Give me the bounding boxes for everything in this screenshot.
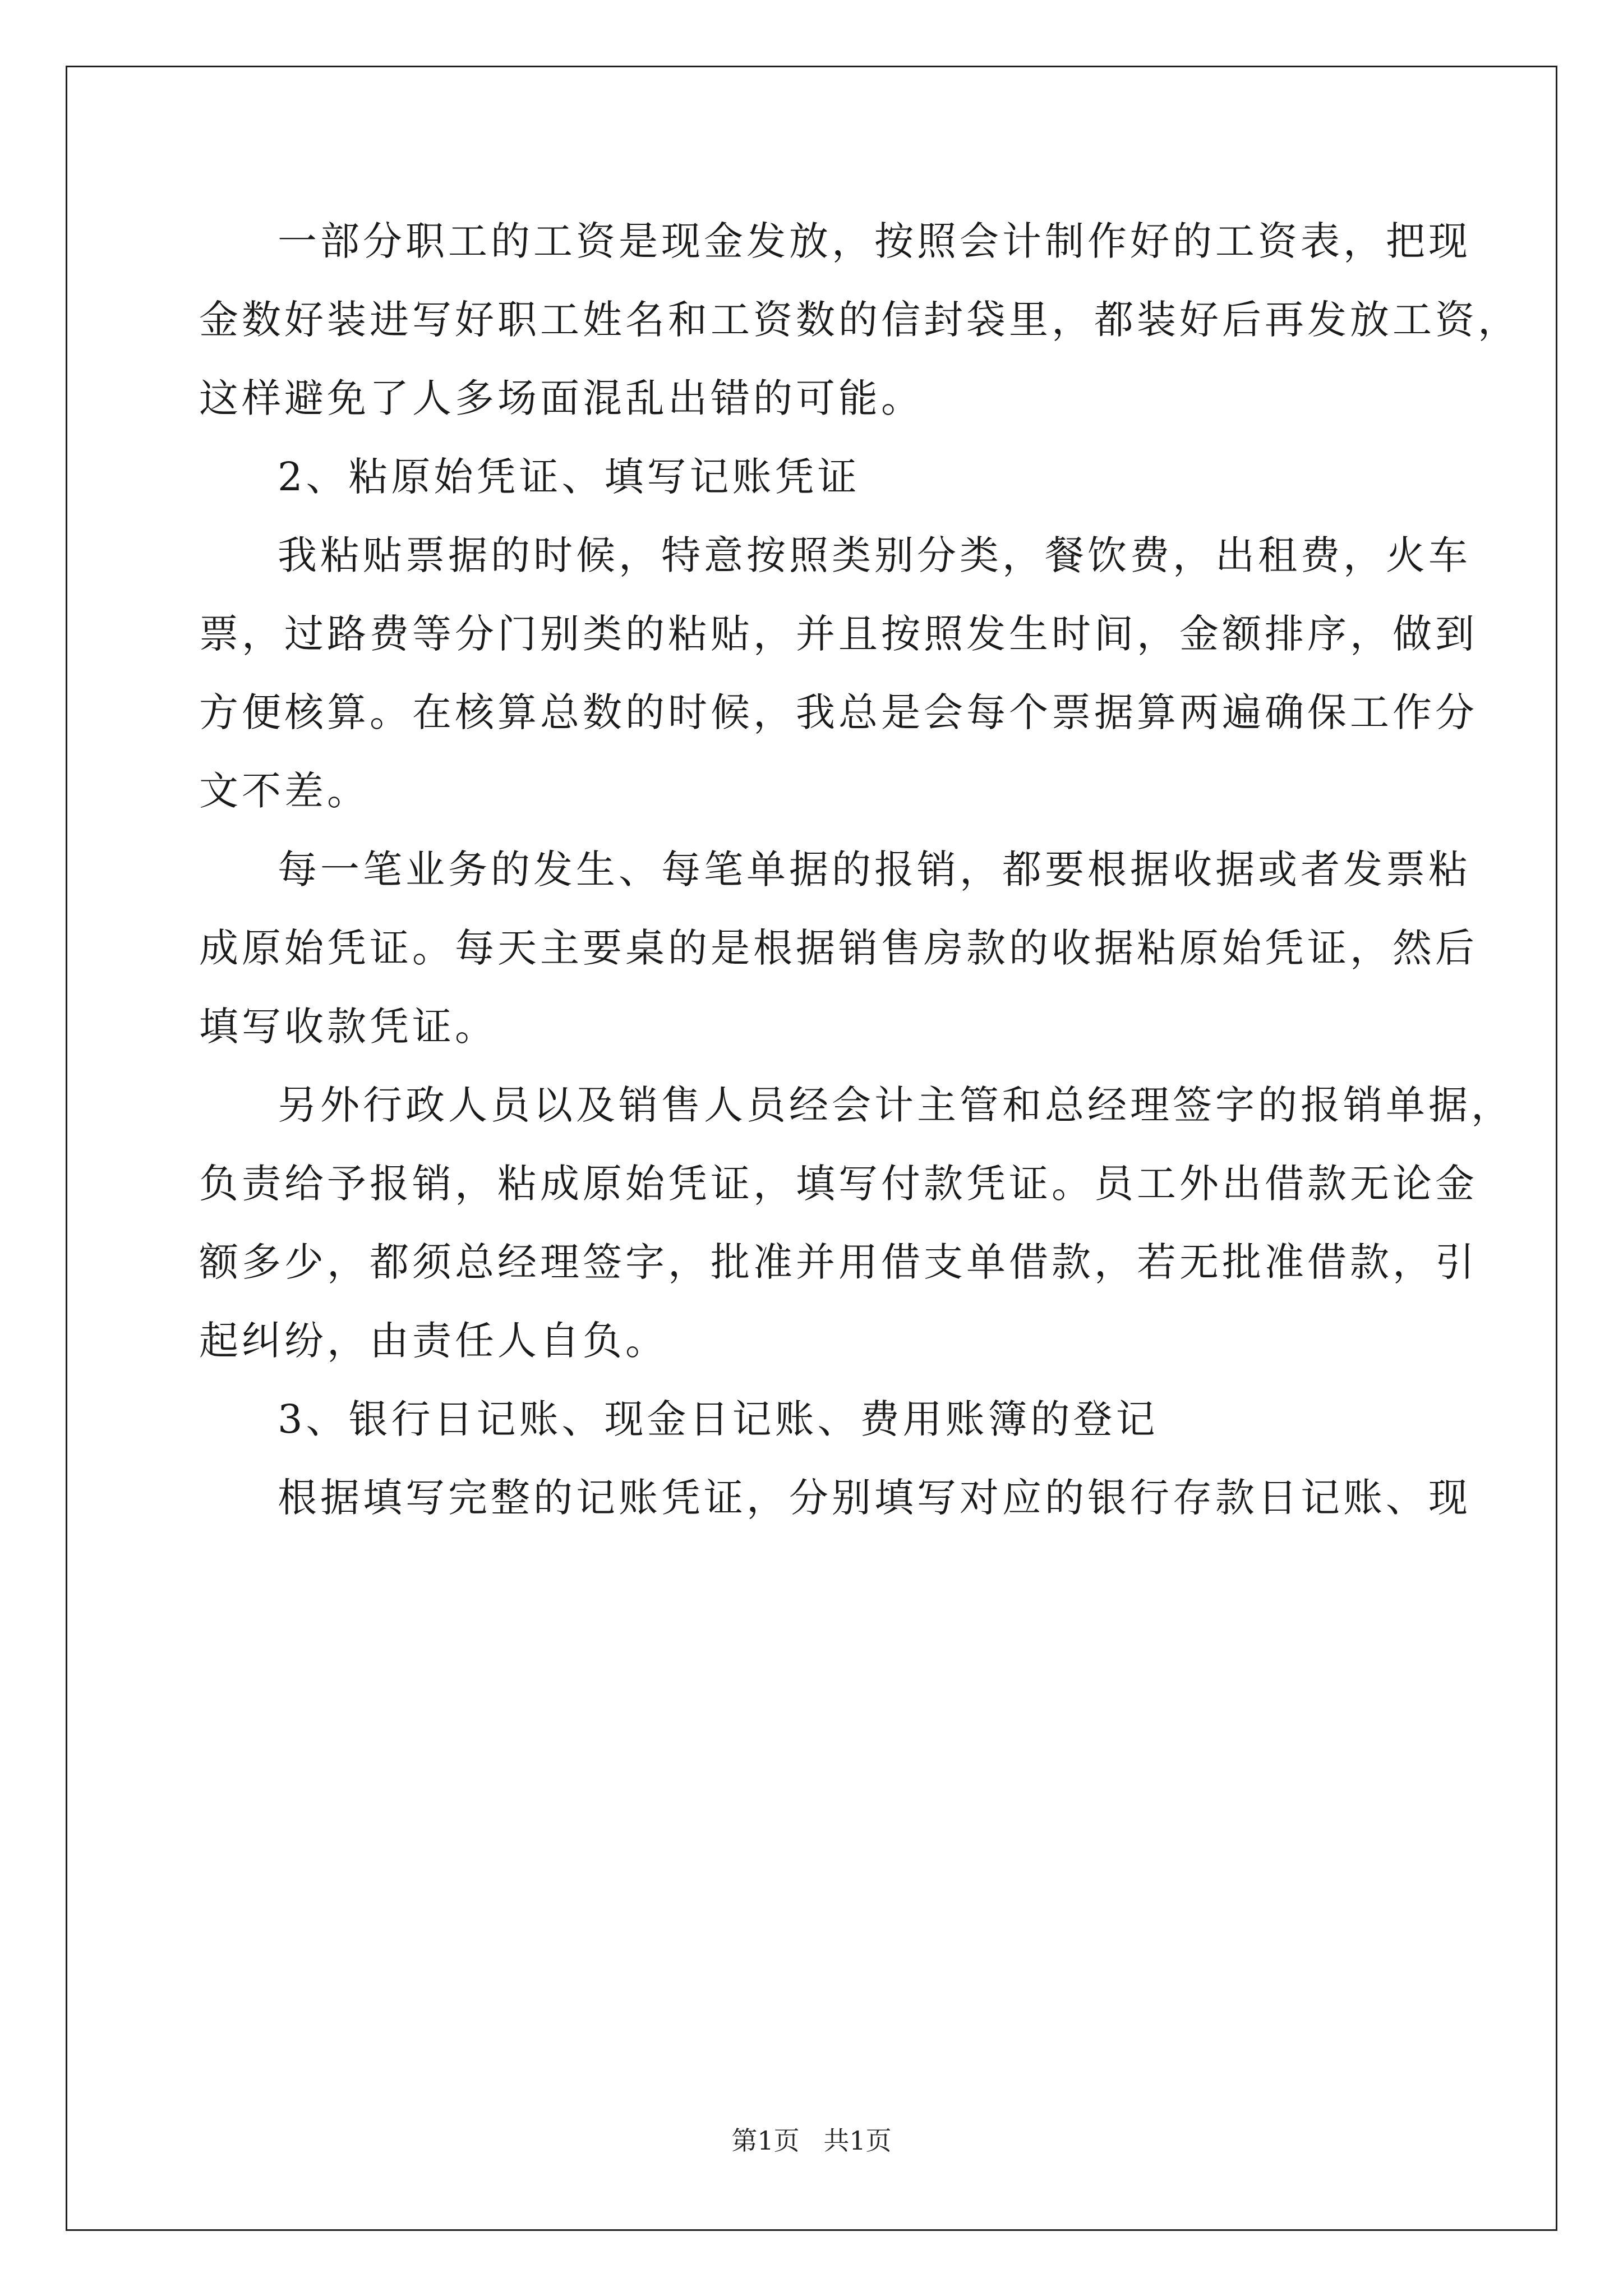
paragraph-line: 额多少，都须总经理签字，批准并用借支单借款，若无批准借款，引: [199, 1239, 1478, 1285]
paragraph-line: 我粘贴票据的时候，特意按照类别分类，餐饮费，出租费，火车: [278, 532, 1471, 578]
page-total: 共1页: [823, 2125, 892, 2156]
page-number: 第1页: [731, 2125, 800, 2156]
paragraph-line: 文不差。: [199, 768, 370, 814]
paragraph-line: 票，过路费等分门别类的粘贴，并且按照发生时间，金额排序，做到: [199, 611, 1478, 657]
paragraph-line: 每一笔业务的发生、每笔单据的报销，都要根据收据或者发票粘: [278, 846, 1471, 892]
section-heading: 2、粘原始凭证、填写记账凭证: [278, 454, 860, 500]
paragraph-line: 方便核算。在核算总数的时候，我总是会每个票据算两遍确保工作分: [199, 689, 1478, 735]
paragraph-line: 另外行政人员以及销售人员经会计主管和总经理签字的报销单据，: [278, 1082, 1514, 1128]
paragraph-line: 根据填写完整的记账凭证，分别填写对应的银行存款日记账、现: [278, 1475, 1471, 1521]
paragraph-line: 填写收款凭证。: [199, 1004, 497, 1050]
paragraph-line: 金数好装进写好职工姓名和工资数的信封袋里，都装好后再发放工资，: [199, 297, 1520, 343]
paragraph-line: 一部分职工的工资是现金发放，按照会计制作好的工资表，把现: [278, 218, 1471, 264]
paragraph-line: 起纠纷，由责任人自负。: [199, 1318, 668, 1364]
section-heading: 3、银行日记账、现金日记账、费用账簿的登记: [278, 1396, 1159, 1442]
paragraph-line: 成原始凭证。每天主要桌的是根据销售房款的收据粘原始凭证，然后: [199, 925, 1478, 971]
paragraph-line: 负责给予报销，粘成原始凭证，填写付款凭证。员工外出借款无论金: [199, 1161, 1478, 1207]
page-footer: [0, 2124, 1623, 2157]
paragraph-line: 这样避免了人多场面混乱出错的可能。: [199, 375, 924, 421]
